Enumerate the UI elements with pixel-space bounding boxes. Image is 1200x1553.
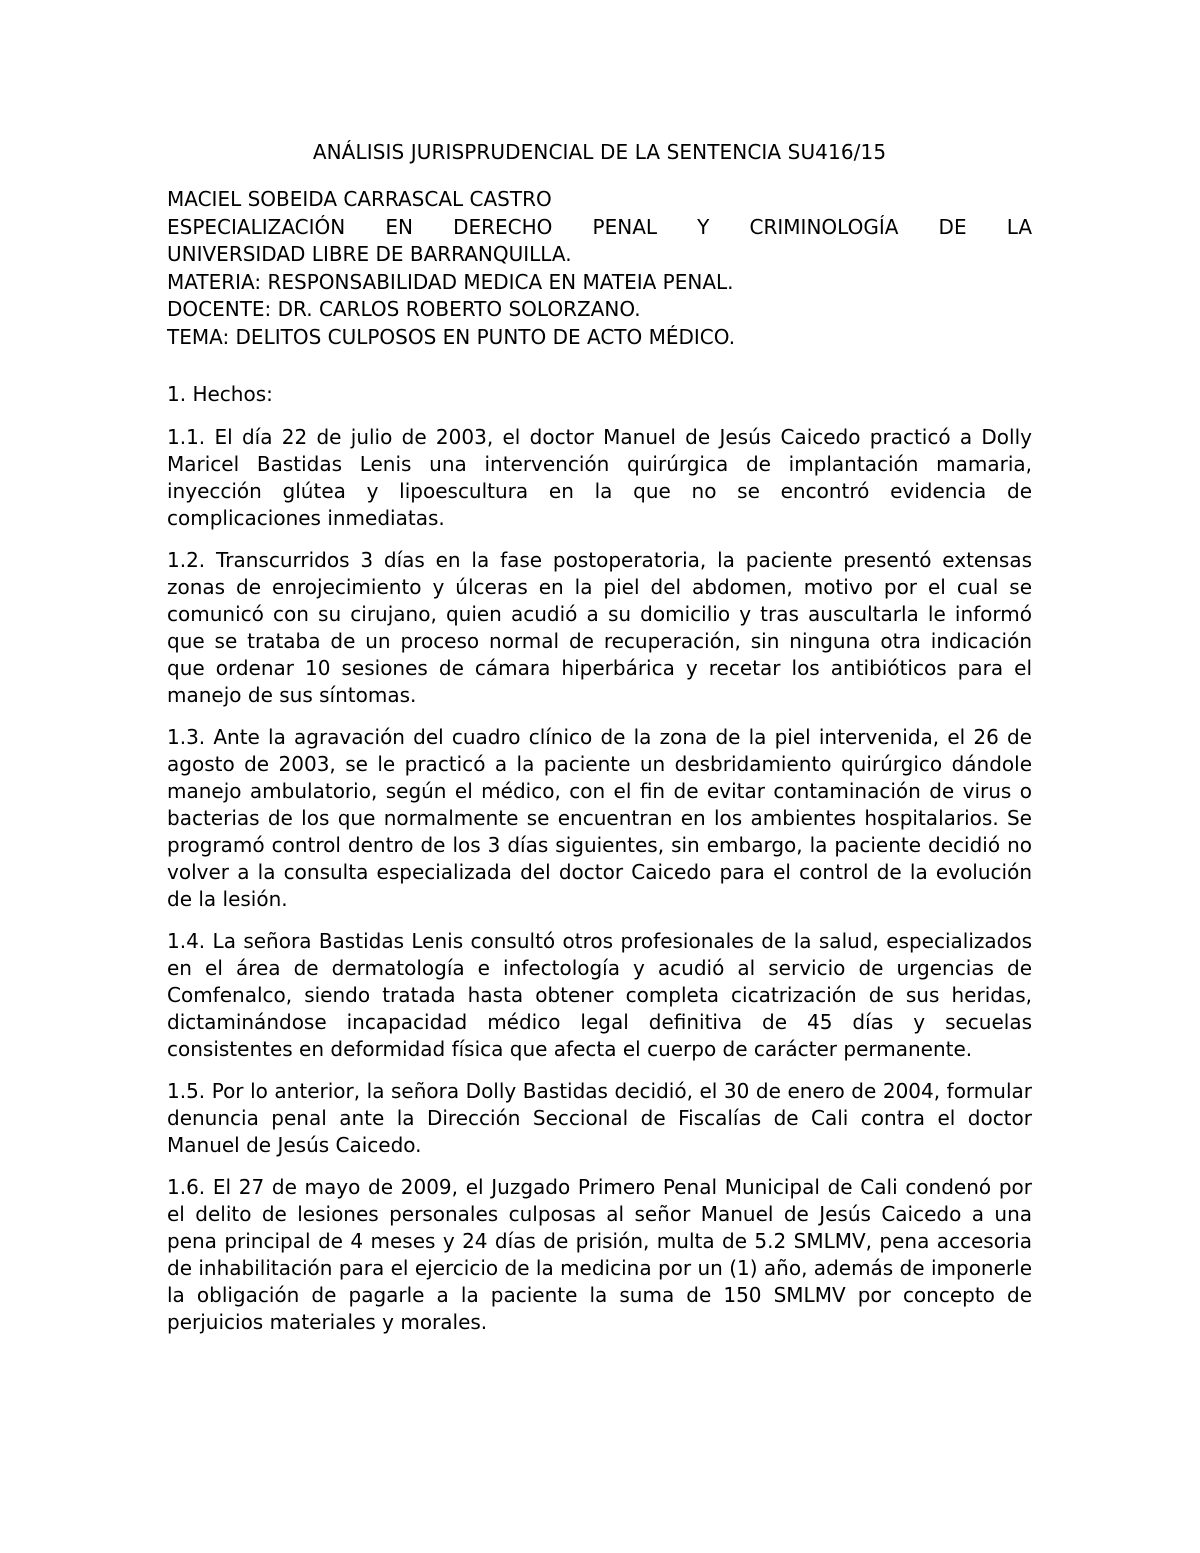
section-heading-hechos: 1. Hechos: xyxy=(167,382,273,406)
program-line-2: UNIVERSIDAD LIBRE DE BARRANQUILLA. xyxy=(167,242,572,266)
paragraph-1-1: 1.1. El día 22 de julio de 2003, el doctor Manuel de Jesús Caicedo practicó a Dolly Maricel Bastidas Lenis una intervención quirúrgica de implantación mamaria, inyección glútea y lipoescultura en la que no se encontró evidencia de complicaciones inmediatas. xyxy=(167,425,1032,530)
subject-line: MATERIA: RESPONSABILIDAD MEDICA EN MATEIA PENAL. xyxy=(167,269,734,294)
teacher-line: DOCENTE: DR. CARLOS ROBERTO SOLORZANO. xyxy=(167,297,641,321)
paragraph-1-4: 1.4. La señora Bastidas Lenis consultó otros profesionales de la salud, especializados en el área de dermatología e infectología y acudió al servicio de urgencias de Comfenalco, siendo tratada hasta obtener completa cicatrización de sus heridas, dictaminándose incapacidad médico legal definitiva de 45 días y secuelas consistentes en deformidad física que afecta el cuerpo de carácter permanente. xyxy=(167,929,1032,1061)
topic-line: TEMA: DELITOS CULPOSOS EN PUNTO DE ACTO MÉDICO. xyxy=(167,324,736,349)
program-line-1: ESPECIALIZACIÓN EN DERECHO PENAL Y CRIMINOLOGÍA DE LA xyxy=(167,214,1032,239)
document-content xyxy=(167,139,1032,1351)
paragraph-1-3: 1.3. Ante la agravación del cuadro clínico de la zona de la piel intervenida, el 26 de agosto de 2003, se le practicó a la paciente un desbridamiento quirúrgico dándole manejo ambulatorio, según el médico, con el fin de evitar contaminación de virus o bacterias de los que normalmente se encuentran en los ambientes hospitalarios. Se programó control dentro de los 3 días siguientes, sin embargo, la paciente decidió no volver a la consulta especializada del doctor Caicedo para el control de la evolución de la lesión. xyxy=(167,725,1032,911)
paragraph-1-6: 1.6. El 27 de mayo de 2009, el Juzgado Primero Penal Municipal de Cali condenó por el delito de lesiones personales culposas al señor Manuel de Jesús Caicedo a una pena principal de 4 meses y 24 días de prisión, multa de 5.2 SMLMV, pena accesoria de inhabilitación para el ejercicio de la medicina por un (1) año, además de imponerle la obligación de pagarle a la paciente la suma de 150 SMLMV por concepto de perjuicios materiales y morales. xyxy=(167,1175,1032,1334)
paragraph-1-5: 1.5. Por lo anterior, la señora Dolly Bastidas decidió, el 30 de enero de 2004, formular denuncia penal ante la Dirección Seccional de Fiscalías de Cali contra el doctor Manuel de Jesús Caicedo. xyxy=(167,1079,1032,1157)
paragraph-1-2: 1.2. Transcurridos 3 días en la fase postoperatoria, la paciente presentó extensas zonas de enrojecimiento y úlceras en la piel del abdomen, motivo por el cual se comunicó con su cirujano, quien acudió a su domicilio y tras auscultarla le informó que se trataba de un proceso normal de recuperación, sin ninguna otra indicación que ordenar 10 sesiones de cámara hiperbárica y recetar los antibióticos para el manejo de sus síntomas. xyxy=(167,548,1032,707)
author-line: MACIEL SOBEIDA CARRASCAL CASTRO xyxy=(167,187,552,211)
document-header-block xyxy=(167,186,1032,351)
document-title: ANÁLISIS JURISPRUDENCIAL DE LA SENTENCIA SU416/15 xyxy=(312,140,887,164)
